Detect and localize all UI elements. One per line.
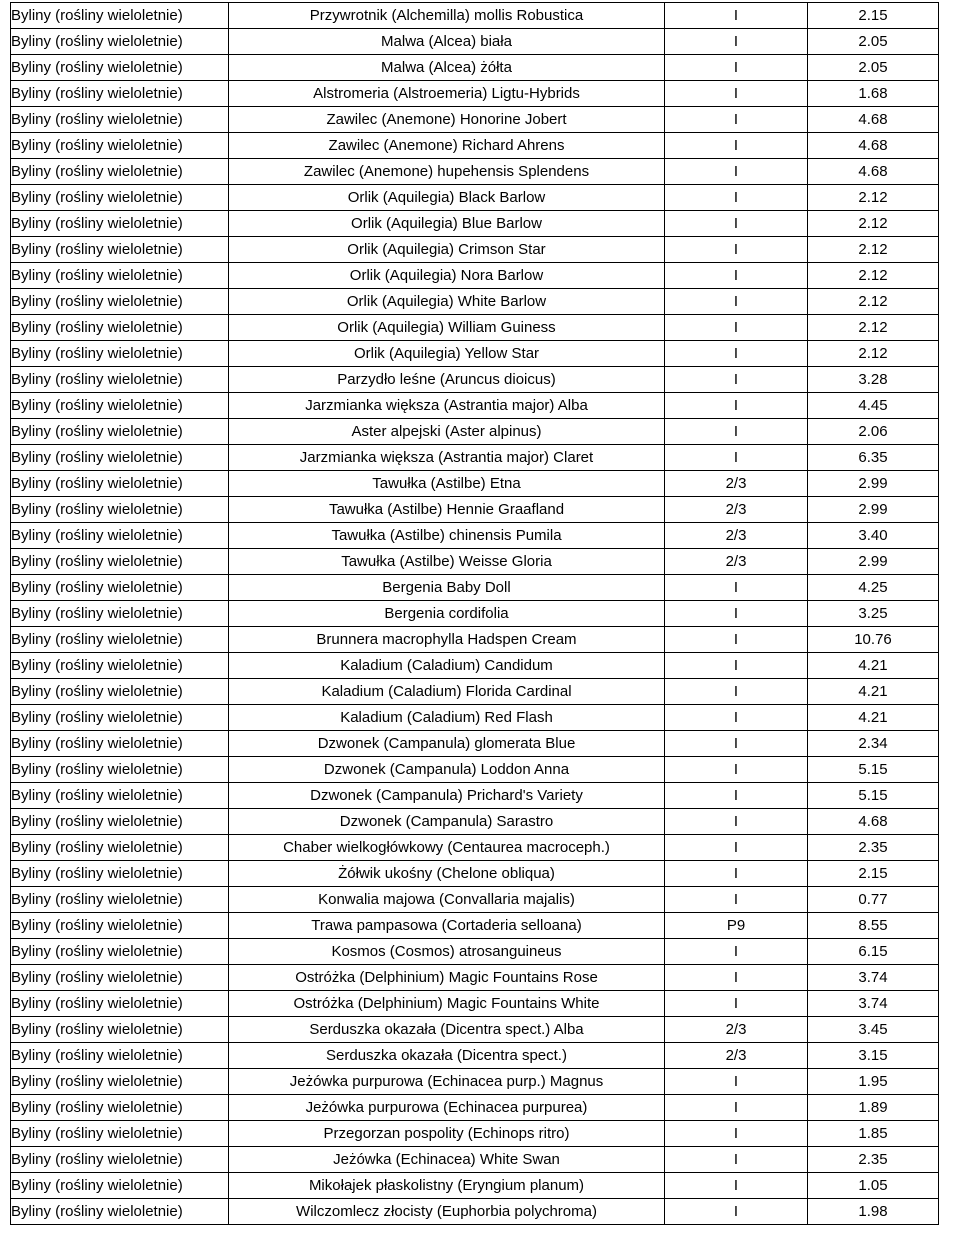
table-row [11,315,939,341]
table-row [11,1069,939,1095]
table-row [11,341,939,367]
category-cell: Byliny (rośliny wieloletnie) [11,731,229,757]
category-cell: Byliny (rośliny wieloletnie) [11,419,229,445]
plant-name-cell: Jarzmianka większa (Astrantia major) Alba [229,393,665,419]
plant-name-cell: Dzwonek (Campanula) Sarastro [229,809,665,835]
table-row [11,783,939,809]
category-cell: Byliny (rośliny wieloletnie) [11,1043,229,1069]
price-cell: 4.25 [808,575,939,601]
table-body [11,3,939,1225]
size-cell: I [665,315,808,341]
table-row [11,861,939,887]
category-cell: Byliny (rośliny wieloletnie) [11,835,229,861]
category-cell: Byliny (rośliny wieloletnie) [11,471,229,497]
size-cell: I [665,757,808,783]
price-cell: 2.15 [808,3,939,29]
size-cell: I [665,185,808,211]
size-cell: I [665,861,808,887]
table-row [11,81,939,107]
price-cell: 2.15 [808,861,939,887]
table-row [11,1173,939,1199]
size-cell: I [665,341,808,367]
plant-name-cell: Brunnera macrophylla Hadspen Cream [229,627,665,653]
table-row [11,211,939,237]
category-cell: Byliny (rośliny wieloletnie) [11,1199,229,1225]
plant-name-cell: Kaladium (Caladium) Candidum [229,653,665,679]
table-row [11,575,939,601]
price-cell: 1.95 [808,1069,939,1095]
size-cell: I [665,3,808,29]
category-cell: Byliny (rośliny wieloletnie) [11,965,229,991]
category-cell: Byliny (rośliny wieloletnie) [11,263,229,289]
plant-name-cell: Dzwonek (Campanula) Prichard's Variety [229,783,665,809]
category-cell: Byliny (rośliny wieloletnie) [11,445,229,471]
size-cell: I [665,679,808,705]
table-row [11,991,939,1017]
table-row [11,549,939,575]
plant-name-cell: Malwa (Alcea) biała [229,29,665,55]
table-row [11,523,939,549]
price-cell: 2.12 [808,341,939,367]
plant-name-cell: Kosmos (Cosmos) atrosanguineus [229,939,665,965]
category-cell: Byliny (rośliny wieloletnie) [11,341,229,367]
size-cell: I [665,159,808,185]
price-cell: 6.15 [808,939,939,965]
category-cell: Byliny (rośliny wieloletnie) [11,1069,229,1095]
plant-name-cell: Zawilec (Anemone) Honorine Jobert [229,107,665,133]
price-cell: 1.85 [808,1121,939,1147]
price-cell: 4.21 [808,653,939,679]
plant-name-cell: Żółwik ukośny (Chelone obliqua) [229,861,665,887]
plant-name-cell: Kaladium (Caladium) Red Flash [229,705,665,731]
category-cell: Byliny (rośliny wieloletnie) [11,315,229,341]
size-cell: 2/3 [665,523,808,549]
price-cell: 2.05 [808,55,939,81]
size-cell: I [665,627,808,653]
table-row [11,1095,939,1121]
plant-name-cell: Dzwonek (Campanula) Loddon Anna [229,757,665,783]
price-cell: 2.12 [808,315,939,341]
plant-name-cell: Zawilec (Anemone) Richard Ahrens [229,133,665,159]
price-cell: 2.12 [808,237,939,263]
price-cell: 2.06 [808,419,939,445]
price-cell: 1.68 [808,81,939,107]
size-cell: I [665,1173,808,1199]
plant-name-cell: Ostróżka (Delphinium) Magic Fountains Rose [229,965,665,991]
price-cell: 4.68 [808,809,939,835]
price-cell: 2.35 [808,835,939,861]
category-cell: Byliny (rośliny wieloletnie) [11,185,229,211]
price-cell: 4.45 [808,393,939,419]
plant-name-cell: Wilczomlecz złocisty (Euphorbia polychroma) [229,1199,665,1225]
plant-name-cell: Konwalia majowa (Convallaria majalis) [229,887,665,913]
table-row [11,3,939,29]
table-row [11,887,939,913]
size-cell: I [665,601,808,627]
table-row [11,835,939,861]
plant-name-cell: Jeżówka purpurowa (Echinacea purp.) Magnus [229,1069,665,1095]
table-row [11,913,939,939]
size-cell: I [665,887,808,913]
table-row [11,263,939,289]
size-cell: I [665,289,808,315]
plant-name-cell: Serduszka okazała (Dicentra spect.) [229,1043,665,1069]
price-cell: 8.55 [808,913,939,939]
plant-name-cell: Jeżówka (Echinacea) White Swan [229,1147,665,1173]
price-cell: 2.05 [808,29,939,55]
size-cell: I [665,419,808,445]
price-cell: 4.68 [808,159,939,185]
plant-name-cell: Aster alpejski (Aster alpinus) [229,419,665,445]
plant-name-cell: Jeżówka purpurowa (Echinacea purpurea) [229,1095,665,1121]
table-row [11,393,939,419]
price-cell: 4.21 [808,705,939,731]
plant-name-cell: Orlik (Aquilegia) White Barlow [229,289,665,315]
size-cell: I [665,1095,808,1121]
category-cell: Byliny (rośliny wieloletnie) [11,1173,229,1199]
price-cell: 3.28 [808,367,939,393]
table-row [11,965,939,991]
size-cell: I [665,367,808,393]
plant-name-cell: Ostróżka (Delphinium) Magic Fountains White [229,991,665,1017]
category-cell: Byliny (rośliny wieloletnie) [11,289,229,315]
category-cell: Byliny (rośliny wieloletnie) [11,107,229,133]
plant-name-cell: Alstromeria (Alstroemeria) Ligtu-Hybrids [229,81,665,107]
plant-name-cell: Orlik (Aquilegia) Blue Barlow [229,211,665,237]
plant-name-cell: Orlik (Aquilegia) William Guiness [229,315,665,341]
category-cell: Byliny (rośliny wieloletnie) [11,575,229,601]
price-cell: 2.12 [808,263,939,289]
plant-name-cell: Bergenia cordifolia [229,601,665,627]
plant-name-cell: Jarzmianka większa (Astrantia major) Claret [229,445,665,471]
table-row [11,627,939,653]
category-cell: Byliny (rośliny wieloletnie) [11,757,229,783]
price-cell: 10.76 [808,627,939,653]
category-cell: Byliny (rośliny wieloletnie) [11,809,229,835]
price-cell: 3.40 [808,523,939,549]
plant-name-cell: Malwa (Alcea) żółta [229,55,665,81]
size-cell: I [665,55,808,81]
price-cell: 1.98 [808,1199,939,1225]
size-cell: I [665,991,808,1017]
table-row [11,289,939,315]
table-row [11,55,939,81]
price-cell: 2.12 [808,185,939,211]
price-cell: 3.74 [808,991,939,1017]
category-cell: Byliny (rośliny wieloletnie) [11,523,229,549]
price-cell: 3.45 [808,1017,939,1043]
plant-name-cell: Mikołajek płaskolistny (Eryngium planum) [229,1173,665,1199]
table-row [11,1121,939,1147]
size-cell: 2/3 [665,1017,808,1043]
category-cell: Byliny (rośliny wieloletnie) [11,1095,229,1121]
price-cell: 2.99 [808,497,939,523]
plant-name-cell: Bergenia Baby Doll [229,575,665,601]
category-cell: Byliny (rośliny wieloletnie) [11,393,229,419]
price-cell: 4.21 [808,679,939,705]
category-cell: Byliny (rośliny wieloletnie) [11,29,229,55]
table-row [11,1043,939,1069]
size-cell: I [665,1069,808,1095]
size-cell: I [665,705,808,731]
category-cell: Byliny (rośliny wieloletnie) [11,627,229,653]
category-cell: Byliny (rośliny wieloletnie) [11,601,229,627]
plant-name-cell: Orlik (Aquilegia) Crimson Star [229,237,665,263]
size-cell: I [665,29,808,55]
table-row [11,731,939,757]
price-cell: 3.25 [808,601,939,627]
table-row [11,367,939,393]
plant-name-cell: Tawułka (Astilbe) Etna [229,471,665,497]
plant-name-cell: Trawa pampasowa (Cortaderia selloana) [229,913,665,939]
price-cell: 0.77 [808,887,939,913]
category-cell: Byliny (rośliny wieloletnie) [11,887,229,913]
price-cell: 2.12 [808,211,939,237]
size-cell: I [665,237,808,263]
table-row [11,159,939,185]
plant-name-cell: Parzydło leśne (Aruncus dioicus) [229,367,665,393]
price-cell: 2.35 [808,1147,939,1173]
table-row [11,419,939,445]
size-cell: P9 [665,913,808,939]
price-cell: 2.99 [808,549,939,575]
price-cell: 4.68 [808,133,939,159]
plant-name-cell: Tawułka (Astilbe) chinensis Pumila [229,523,665,549]
table-row [11,445,939,471]
table-row [11,757,939,783]
table-row [11,29,939,55]
size-cell: I [665,1147,808,1173]
category-cell: Byliny (rośliny wieloletnie) [11,913,229,939]
category-cell: Byliny (rośliny wieloletnie) [11,1017,229,1043]
plant-name-cell: Tawułka (Astilbe) Hennie Graafland [229,497,665,523]
price-cell: 2.34 [808,731,939,757]
size-cell: I [665,107,808,133]
category-cell: Byliny (rośliny wieloletnie) [11,367,229,393]
price-cell: 6.35 [808,445,939,471]
table-row [11,107,939,133]
price-cell: 4.68 [808,107,939,133]
category-cell: Byliny (rośliny wieloletnie) [11,133,229,159]
price-cell: 5.15 [808,783,939,809]
price-cell: 1.89 [808,1095,939,1121]
plant-name-cell: Orlik (Aquilegia) Black Barlow [229,185,665,211]
category-cell: Byliny (rośliny wieloletnie) [11,3,229,29]
table-row [11,679,939,705]
category-cell: Byliny (rośliny wieloletnie) [11,211,229,237]
price-cell: 2.12 [808,289,939,315]
category-cell: Byliny (rośliny wieloletnie) [11,783,229,809]
size-cell: I [665,1199,808,1225]
category-cell: Byliny (rośliny wieloletnie) [11,939,229,965]
plant-name-cell: Tawułka (Astilbe) Weisse Gloria [229,549,665,575]
table-row [11,497,939,523]
category-cell: Byliny (rośliny wieloletnie) [11,549,229,575]
plant-name-cell: Przegorzan pospolity (Echinops ritro) [229,1121,665,1147]
category-cell: Byliny (rośliny wieloletnie) [11,81,229,107]
table-row [11,1199,939,1225]
size-cell: I [665,263,808,289]
category-cell: Byliny (rośliny wieloletnie) [11,237,229,263]
size-cell: I [665,133,808,159]
category-cell: Byliny (rośliny wieloletnie) [11,497,229,523]
plant-name-cell: Dzwonek (Campanula) glomerata Blue [229,731,665,757]
size-cell: I [665,653,808,679]
plant-name-cell: Zawilec (Anemone) hupehensis Splendens [229,159,665,185]
size-cell: 2/3 [665,1043,808,1069]
plant-name-cell: Serduszka okazała (Dicentra spect.) Alba [229,1017,665,1043]
size-cell: I [665,783,808,809]
category-cell: Byliny (rośliny wieloletnie) [11,1121,229,1147]
table-row [11,1017,939,1043]
plant-name-cell: Orlik (Aquilegia) Yellow Star [229,341,665,367]
price-cell: 2.99 [808,471,939,497]
category-cell: Byliny (rośliny wieloletnie) [11,653,229,679]
category-cell: Byliny (rośliny wieloletnie) [11,861,229,887]
plant-name-cell: Chaber wielkogłówkowy (Centaurea macroceph.) [229,835,665,861]
category-cell: Byliny (rośliny wieloletnie) [11,159,229,185]
category-cell: Byliny (rośliny wieloletnie) [11,1147,229,1173]
table-row [11,653,939,679]
size-cell: I [665,965,808,991]
table-row [11,809,939,835]
size-cell: I [665,939,808,965]
plant-name-cell: Kaladium (Caladium) Florida Cardinal [229,679,665,705]
size-cell: I [665,81,808,107]
size-cell: I [665,575,808,601]
size-cell: I [665,835,808,861]
size-cell: I [665,393,808,419]
plant-name-cell: Orlik (Aquilegia) Nora Barlow [229,263,665,289]
table-row [11,705,939,731]
price-cell: 3.15 [808,1043,939,1069]
table-row [11,471,939,497]
category-cell: Byliny (rośliny wieloletnie) [11,705,229,731]
table-row [11,601,939,627]
size-cell: I [665,1121,808,1147]
size-cell: I [665,445,808,471]
size-cell: I [665,731,808,757]
size-cell: I [665,211,808,237]
price-cell: 1.05 [808,1173,939,1199]
price-cell: 3.74 [808,965,939,991]
size-cell: 2/3 [665,497,808,523]
size-cell: 2/3 [665,471,808,497]
category-cell: Byliny (rośliny wieloletnie) [11,991,229,1017]
price-cell: 5.15 [808,757,939,783]
plant-price-table [10,2,939,1225]
table-row [11,1147,939,1173]
size-cell: 2/3 [665,549,808,575]
table-row [11,185,939,211]
category-cell: Byliny (rośliny wieloletnie) [11,679,229,705]
plant-name-cell: Przywrotnik (Alchemilla) mollis Robustica [229,3,665,29]
table-row [11,939,939,965]
size-cell: I [665,809,808,835]
category-cell: Byliny (rośliny wieloletnie) [11,55,229,81]
table-row [11,237,939,263]
table-row [11,133,939,159]
